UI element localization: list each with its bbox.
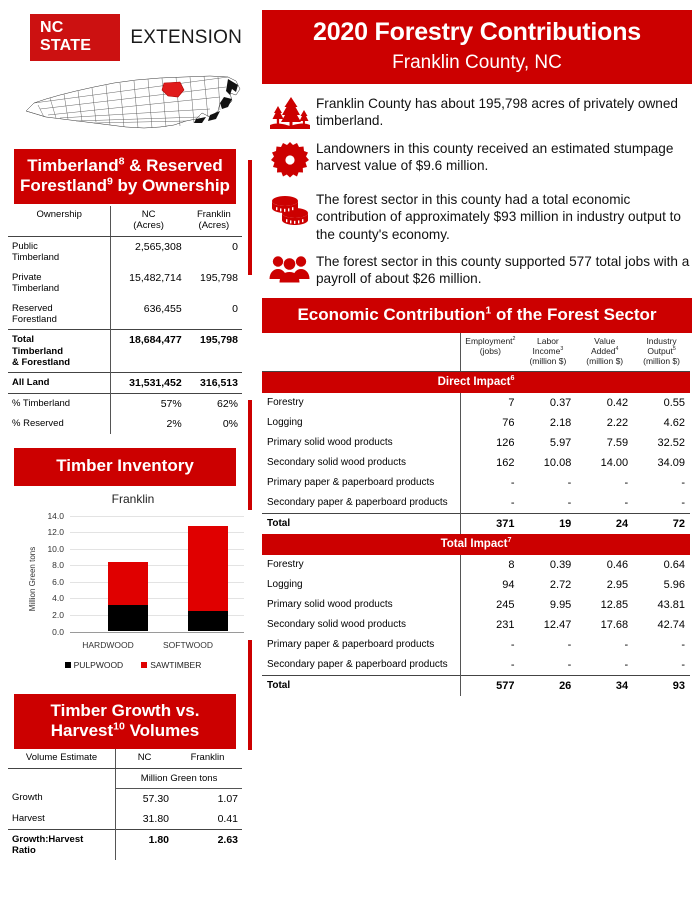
all-land-label: All Land bbox=[8, 373, 111, 394]
econ-cell-labor-income: - bbox=[567, 477, 572, 490]
econ-banner-text-b: of the Forest Sector bbox=[491, 304, 657, 324]
chart-y-tick: 8.0 bbox=[52, 560, 64, 571]
econ-cell-value-added: 7.59 bbox=[606, 437, 629, 450]
econ-cell-employment: - bbox=[461, 473, 520, 493]
econ-cell-labor-income: 12.47 bbox=[543, 619, 572, 632]
table-row bbox=[262, 493, 690, 514]
timberland-banner-text-1: Timberland bbox=[27, 156, 119, 175]
econ-row-name: Primary paper & paperboard products bbox=[267, 477, 435, 489]
list-item bbox=[264, 94, 692, 130]
econ-total-label: Total bbox=[262, 514, 461, 535]
growth-header-label: Volume Estimate bbox=[8, 749, 116, 768]
econ-row-name: Forestry bbox=[267, 559, 304, 571]
ownership-row-franklin: 195,798 bbox=[200, 271, 238, 284]
harvest-row-franklin: 0.41 bbox=[217, 812, 238, 825]
ownership-row-nc: 15,482,714 bbox=[111, 268, 186, 299]
econ-banner-text-a: Economic Contribution bbox=[297, 304, 486, 324]
harvest-row-nc: 31.80 bbox=[116, 809, 173, 830]
econ-row-name: Secondary solid wood products bbox=[267, 619, 406, 631]
list-item-text: The forest sector in this county supported 577 total jobs with a payroll of about $26 million. bbox=[316, 254, 690, 287]
people-icon bbox=[264, 252, 316, 284]
growth-row-label: Growth bbox=[12, 792, 43, 804]
econ-cell-employment: - bbox=[461, 655, 520, 676]
econ-footnote-4: 4 bbox=[615, 346, 619, 353]
econ-total-employment: 577 bbox=[461, 676, 520, 697]
harvest-row-label: Harvest bbox=[12, 812, 45, 824]
econ-cell-labor-income: - bbox=[567, 639, 572, 652]
legend-label-sawtimber: SAWTIMBER bbox=[150, 659, 202, 670]
econ-row-name: Primary solid wood products bbox=[267, 437, 393, 449]
econ-total-industry-output: 72 bbox=[633, 514, 690, 535]
table-row bbox=[262, 393, 690, 413]
ownership-header-nc bbox=[111, 206, 186, 236]
pct-reserved-franklin: 0% bbox=[222, 418, 238, 431]
table-row bbox=[8, 394, 242, 415]
econ-row-name: Logging bbox=[267, 579, 303, 591]
north-carolina-county-map bbox=[14, 65, 250, 137]
econ-row-name: Logging bbox=[267, 417, 303, 429]
pct-timberland-label: % Timberland bbox=[8, 394, 111, 415]
econ-header-value-added: Value Added$^4$ (million $) bbox=[576, 333, 633, 372]
total-impact-heading: Total Impact$^7$ bbox=[262, 534, 690, 555]
growth-unit-spacer bbox=[8, 768, 116, 788]
econ-row-name: Primary paper & paperboard products bbox=[267, 639, 435, 651]
econ-row-name: Secondary paper & paperboard products bbox=[267, 659, 448, 671]
table-row-all-land bbox=[8, 373, 242, 394]
econ-cell-employment: 231 bbox=[461, 615, 520, 635]
econ-cell-employment: 76 bbox=[461, 413, 520, 433]
growth-unit-row bbox=[8, 768, 242, 788]
econ-cell-labor-income: 2.72 bbox=[549, 579, 572, 592]
econ-cell-employment: 8 bbox=[461, 555, 520, 575]
pct-reserved-label: % Reserved bbox=[12, 418, 64, 430]
timberland-banner-text-4: by Ownership bbox=[112, 176, 230, 196]
ownership-header-franklin-a: Franklin bbox=[196, 209, 231, 221]
chart-plot-area bbox=[14, 506, 252, 656]
timberland-banner-text-3: Forestland bbox=[20, 176, 107, 196]
timberland-footnote-8: 8 bbox=[118, 155, 125, 168]
growth-table-header-row bbox=[8, 749, 242, 768]
ownership-row-label: Reserved Forestland bbox=[12, 302, 57, 325]
econ-cell-value-added: 0.42 bbox=[606, 397, 629, 410]
direct-impact-section-header bbox=[262, 372, 690, 394]
all-land-franklin: 316,513 bbox=[186, 373, 242, 394]
econ-total-label: Total bbox=[262, 676, 461, 697]
table-row bbox=[262, 635, 690, 655]
table-row bbox=[262, 615, 690, 635]
econ-cell-industry-output: 4.62 bbox=[663, 417, 685, 430]
table-row bbox=[262, 453, 690, 473]
chart-x-axis bbox=[70, 632, 244, 633]
timber-inventory-banner: Timber Inventory bbox=[14, 448, 236, 485]
legend-item-pulpwood bbox=[65, 660, 124, 670]
growth-banner-line2b: Volumes bbox=[124, 720, 200, 740]
econ-cell-employment: - bbox=[461, 493, 520, 514]
table-row bbox=[262, 575, 690, 595]
table-row bbox=[8, 268, 242, 299]
ownership-row-label: Public Timberland bbox=[12, 240, 60, 264]
table-row bbox=[8, 788, 242, 809]
ownership-table bbox=[8, 206, 242, 434]
econ-cell-labor-income: 9.95 bbox=[549, 599, 572, 612]
econ-row-name: Primary solid wood products bbox=[267, 599, 393, 611]
econ-header-industry-output: Industry Output$^5$ (million $) bbox=[633, 333, 690, 372]
growth-header-nc: NC bbox=[116, 749, 173, 768]
table-row bbox=[8, 299, 242, 330]
ratio-row-franklin: 2.63 bbox=[173, 829, 242, 860]
econ-total-value-added: 24 bbox=[576, 514, 633, 535]
econ-cell-employment: 7 bbox=[461, 393, 520, 413]
econ-cell-value-added: 2.95 bbox=[606, 579, 629, 592]
timber-inventory-chart bbox=[14, 492, 252, 688]
econ-cell-value-added: - bbox=[624, 639, 629, 652]
econ-cell-industry-output: 0.64 bbox=[663, 559, 685, 572]
pct-timberland-nc: 57% bbox=[111, 394, 186, 415]
economic-contribution-banner bbox=[262, 298, 692, 333]
growth-banner-line1: Timber Growth vs. bbox=[50, 700, 200, 720]
econ-cell-value-added: - bbox=[624, 477, 629, 490]
econ-cell-labor-income: 0.39 bbox=[549, 559, 572, 572]
econ-cell-employment: 245 bbox=[461, 595, 520, 615]
chart-y-tick: 4.0 bbox=[52, 593, 64, 604]
econ-header-labor-income: Labor Income$^3$ (million $) bbox=[519, 333, 576, 372]
highlights-list bbox=[264, 94, 692, 288]
ownership-row-label: Private Timberland bbox=[12, 271, 60, 295]
bar-hardwood-pulpwood bbox=[108, 605, 148, 631]
chart-bars bbox=[70, 516, 244, 632]
legend-item-sawtimber bbox=[141, 660, 201, 670]
chart-x-tick-hardwood: HARDWOOD bbox=[82, 639, 134, 650]
econ-cell-labor-income: 5.97 bbox=[549, 437, 572, 450]
bar-softwood-sawtimber bbox=[188, 526, 228, 612]
growth-banner-line2a: Harvest bbox=[50, 720, 114, 740]
direct-impact-heading: Direct Impact$^6$ bbox=[262, 372, 690, 394]
table-row bbox=[262, 555, 690, 575]
bar-softwood bbox=[188, 526, 228, 632]
table-row bbox=[262, 413, 690, 433]
chart-legend bbox=[14, 660, 252, 670]
chart-y-tick: 6.0 bbox=[52, 576, 64, 587]
ownership-row-franklin: 0 bbox=[232, 302, 238, 315]
econ-cell-employment: 94 bbox=[461, 575, 520, 595]
econ-total-value-added: 34 bbox=[576, 676, 633, 697]
chart-x-tick-softwood: SOFTWOOD bbox=[162, 639, 214, 650]
growth-row-nc: 57.30 bbox=[116, 788, 173, 809]
econ-cell-industry-output: 42.74 bbox=[657, 619, 685, 632]
legend-swatch-pulpwood bbox=[65, 662, 71, 668]
ownership-total-franklin: 195,798 bbox=[186, 330, 242, 373]
direct-impact-footnote-6: 6 bbox=[510, 374, 515, 383]
growth-harvest-table bbox=[8, 749, 242, 860]
ratio-row-label: Growth:Harvest Ratio bbox=[8, 829, 116, 860]
ratio-row-nc: 1.80 bbox=[116, 829, 173, 860]
chart-title: Franklin bbox=[111, 491, 155, 506]
table-row-total bbox=[262, 514, 690, 535]
econ-cell-value-added: 17.68 bbox=[600, 619, 629, 632]
econ-cell-employment: 162 bbox=[461, 453, 520, 473]
econ-header-blank bbox=[262, 333, 461, 372]
growth-row-franklin: 1.07 bbox=[217, 792, 238, 805]
ownership-total-nc: 18,684,477 bbox=[111, 330, 186, 373]
page-title: 2020 Forestry Contributions bbox=[313, 18, 641, 46]
chart-y-axis-label: Million Green tons bbox=[28, 546, 37, 611]
econ-header-employment: Employment$^2$ (jobs) bbox=[461, 333, 520, 372]
econ-cell-labor-income: 10.08 bbox=[543, 457, 572, 470]
list-item bbox=[264, 252, 692, 288]
timberland-section-banner bbox=[14, 149, 236, 204]
left-column bbox=[0, 0, 250, 905]
ownership-header-nc-a: NC bbox=[141, 209, 156, 221]
table-row bbox=[8, 236, 242, 267]
ownership-header-label: Ownership bbox=[8, 206, 111, 236]
harvest-footnote-10: 10 bbox=[113, 719, 125, 732]
econ-total-labor-income: 19 bbox=[519, 514, 576, 535]
econ-cell-value-added: 2.22 bbox=[606, 417, 629, 430]
table-row-total bbox=[262, 676, 690, 697]
ownership-table-header-row bbox=[8, 206, 242, 236]
bar-hardwood bbox=[108, 562, 148, 632]
econ-cell-industry-output: - bbox=[681, 497, 685, 510]
econ-cell-labor-income: 2.18 bbox=[549, 417, 572, 430]
forestland-footnote-9: 9 bbox=[106, 175, 113, 188]
ownership-total-label: Total Timberland & Forestland bbox=[8, 330, 111, 373]
chart-y-tick: 12.0 bbox=[47, 527, 64, 538]
econ-footnote-2: 2 bbox=[512, 336, 516, 343]
ownership-row-franklin: 0 bbox=[232, 240, 238, 253]
timberland-banner-text-2: & Reserved bbox=[124, 156, 223, 175]
econ-cell-industry-output: 34.09 bbox=[657, 457, 685, 470]
list-item-text: Franklin County has about 195,798 acres of privately owned timberland. bbox=[316, 95, 678, 129]
table-row bbox=[262, 473, 690, 493]
right-column bbox=[252, 0, 700, 905]
econ-cell-industry-output: 0.55 bbox=[663, 397, 685, 410]
page-subtitle: Franklin County, NC bbox=[392, 51, 562, 73]
sawblade-icon bbox=[264, 139, 316, 181]
econ-total-labor-income: 26 bbox=[519, 676, 576, 697]
ownership-header-nc-b: (Acres) bbox=[133, 220, 164, 232]
bar-softwood-pulpwood bbox=[188, 611, 228, 631]
total-impact-section-header bbox=[262, 534, 690, 555]
econ-cell-industry-output: 32.52 bbox=[657, 437, 685, 450]
econ-row-name: Forestry bbox=[267, 397, 304, 409]
econ-cell-employment: - bbox=[461, 635, 520, 655]
econ-cell-labor-income: 0.37 bbox=[549, 397, 572, 410]
econ-column-header-row bbox=[262, 333, 690, 372]
chart-y-tick: 2.0 bbox=[52, 609, 64, 620]
econ-footnote-1: 1 bbox=[485, 304, 492, 317]
nc-state-extension-logo bbox=[30, 14, 242, 61]
econ-cell-industry-output: - bbox=[681, 639, 685, 652]
bar-hardwood-sawtimber bbox=[108, 562, 148, 606]
timber-growth-banner bbox=[14, 694, 236, 749]
list-item-text: Landowners in this county received an estimated stumpage harvest value of $9.6 million. bbox=[316, 140, 674, 174]
growth-header-franklin: Franklin bbox=[173, 749, 242, 768]
list-item-text: The forest sector in this county had a total economic contribution of approximately $93 million in industry output to the county's economy. bbox=[316, 191, 681, 242]
econ-total-employment: 371 bbox=[461, 514, 520, 535]
econ-row-name: Secondary solid wood products bbox=[267, 457, 406, 469]
extension-wordmark: EXTENSION bbox=[130, 26, 242, 48]
econ-total-industry-output: 93 bbox=[633, 676, 690, 697]
econ-cell-value-added: 12.85 bbox=[600, 599, 629, 612]
econ-cell-value-added: - bbox=[624, 497, 629, 510]
pct-reserved-nc: 2% bbox=[111, 414, 186, 434]
economic-contribution-table bbox=[262, 333, 690, 697]
econ-footnote-3: 3 bbox=[560, 346, 564, 353]
legend-label-pulpwood: PULPWOOD bbox=[73, 659, 124, 670]
trees-icon bbox=[264, 94, 316, 130]
ownership-header-franklin-b: (Acres) bbox=[198, 220, 230, 232]
econ-cell-industry-output: - bbox=[681, 659, 685, 672]
econ-footnote-5: 5 bbox=[672, 346, 676, 353]
econ-cell-value-added: 14.00 bbox=[600, 457, 629, 470]
econ-cell-industry-output: 43.81 bbox=[657, 599, 685, 612]
coins-icon bbox=[264, 190, 316, 228]
page-title-banner bbox=[262, 10, 692, 84]
ownership-header-franklin bbox=[186, 206, 242, 236]
legend-swatch-sawtimber bbox=[141, 662, 147, 668]
table-row bbox=[8, 809, 242, 830]
chart-y-tick: 14.0 bbox=[47, 510, 64, 521]
econ-cell-value-added: - bbox=[624, 659, 629, 672]
list-item bbox=[264, 139, 692, 181]
ownership-row-nc: 636,455 bbox=[111, 299, 186, 330]
nc-state-logo-mark: NC STATE bbox=[30, 14, 120, 61]
econ-cell-labor-income: - bbox=[567, 659, 572, 672]
econ-cell-value-added: 0.46 bbox=[606, 559, 629, 572]
table-row bbox=[262, 433, 690, 453]
econ-cell-industry-output: - bbox=[681, 477, 685, 490]
table-row-total bbox=[8, 330, 242, 373]
ownership-row-nc: 2,565,308 bbox=[111, 236, 186, 267]
pct-timberland-franklin: 62% bbox=[186, 394, 242, 415]
table-row bbox=[8, 414, 242, 434]
table-row bbox=[262, 655, 690, 676]
chart-y-tick: 10.0 bbox=[47, 543, 64, 554]
chart-y-tick: 0.0 bbox=[52, 626, 64, 637]
econ-cell-employment: 126 bbox=[461, 433, 520, 453]
total-impact-footnote-7: 7 bbox=[507, 536, 512, 545]
table-row-ratio bbox=[8, 829, 242, 860]
table-row bbox=[262, 595, 690, 615]
econ-cell-industry-output: 5.96 bbox=[663, 579, 685, 592]
all-land-nc: 31,531,452 bbox=[111, 373, 186, 394]
econ-cell-labor-income: - bbox=[567, 497, 572, 510]
econ-row-name: Secondary paper & paperboard products bbox=[267, 497, 448, 509]
list-item bbox=[264, 190, 692, 243]
growth-unit-label: Million Green tons bbox=[116, 768, 242, 788]
